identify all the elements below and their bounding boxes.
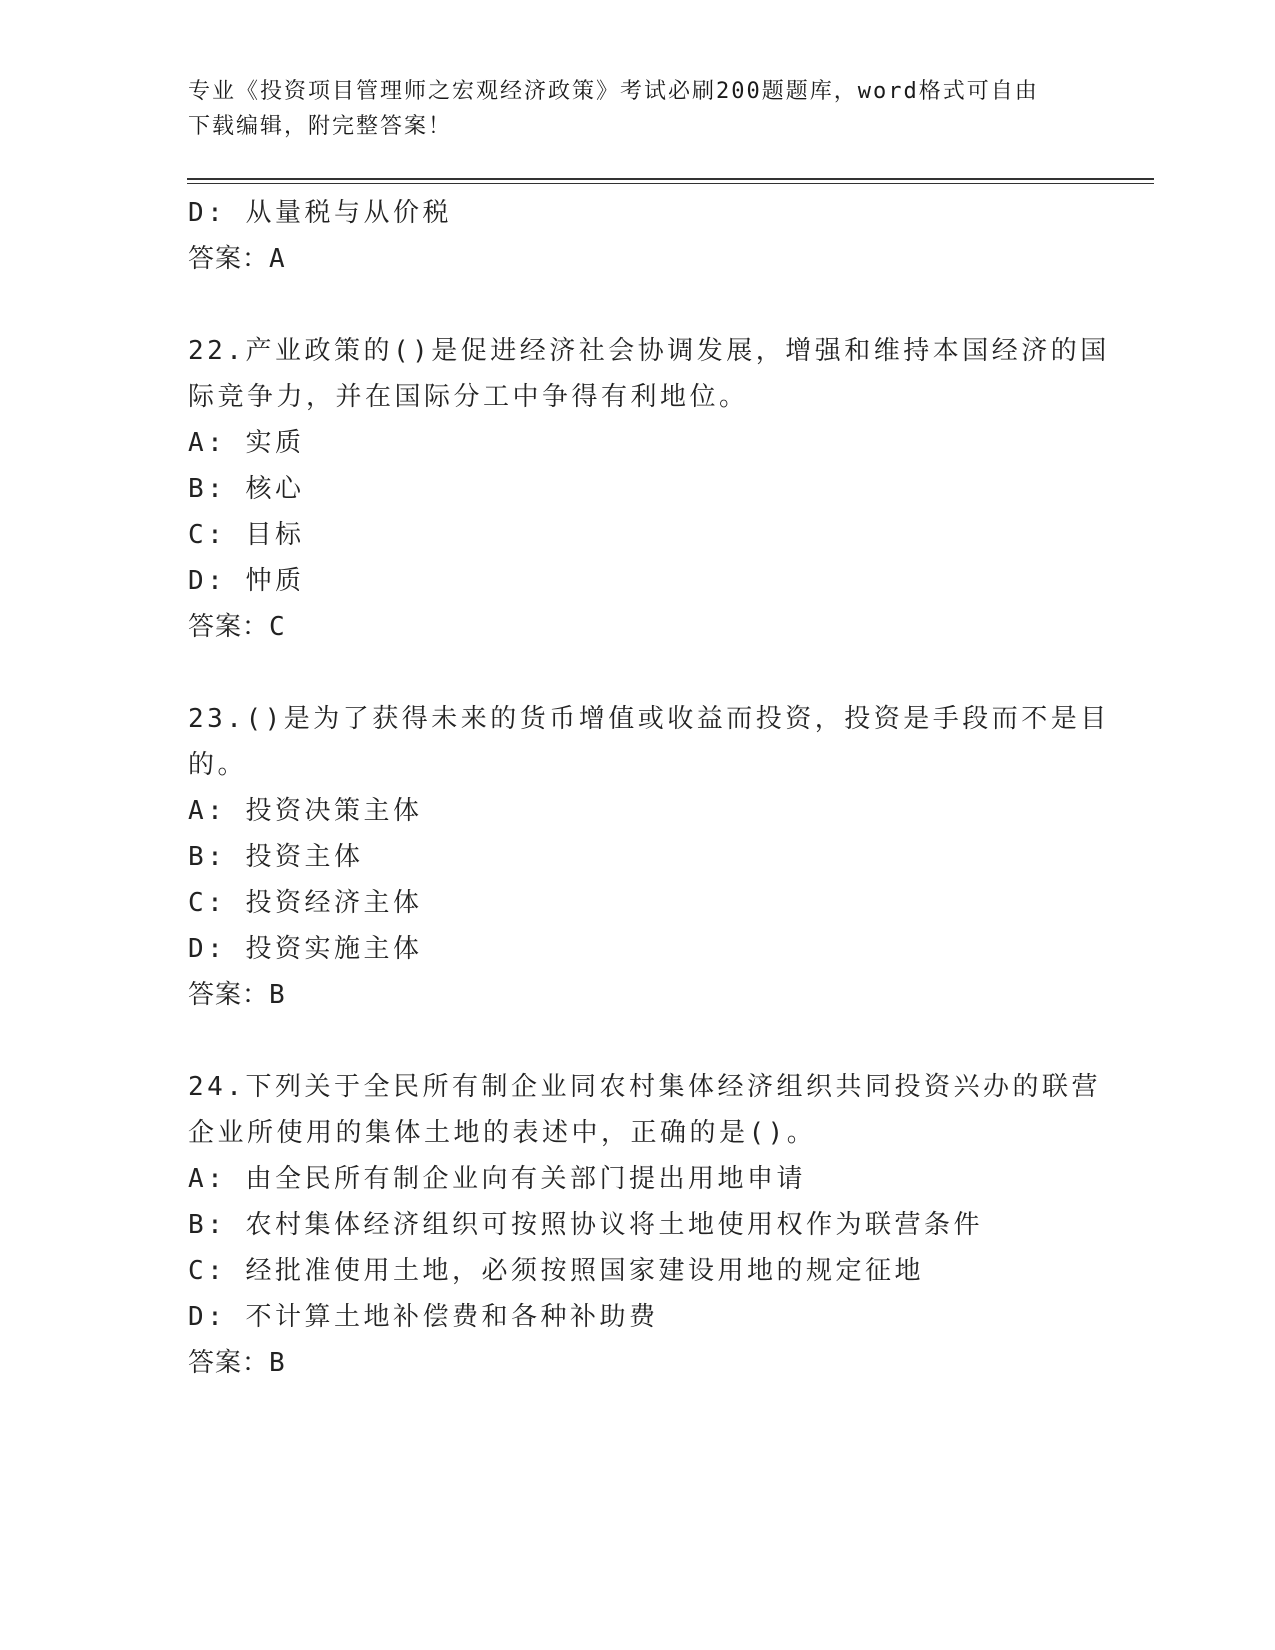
option-d: D: 投资实施主体 — [188, 934, 423, 964]
option-b: B: 投资主体 — [188, 842, 364, 872]
question-stem-line: 22.产业政策的()是促进经济社会协调发展，增强和维持本国经济的国 — [188, 336, 1110, 366]
previous-question-tail — [188, 190, 1088, 282]
option-b: B: 农村集体经济组织可按照协议将土地使用权作为联营条件 — [188, 1210, 983, 1240]
option-a: A: 由全民所有制企业向有关部门提出用地申请 — [188, 1164, 806, 1194]
question-stem-line: 的。 — [188, 750, 248, 780]
option-c: C: 目标 — [188, 520, 305, 550]
header-line-2: 下载编辑，附完整答案！ — [188, 114, 453, 139]
option-b: B: 核心 — [188, 474, 305, 504]
question-23 — [188, 696, 1110, 1018]
question-stem-line: 企业所使用的集体土地的表述中，正确的是()。 — [188, 1118, 817, 1148]
header-divider-thin — [187, 183, 1154, 184]
header-line-1: 专业《投资项目管理师之宏观经济政策》考试必刷200题题库，word格式可自由 — [188, 79, 1039, 104]
option-a: A: 实质 — [188, 428, 305, 458]
question-stem-line: 24.下列关于全民所有制企业同农村集体经济组织共同投资兴办的联营 — [188, 1072, 1101, 1102]
option-c: C: 经批准使用土地，必须按照国家建设用地的规定征地 — [188, 1256, 924, 1286]
answer-line: 答案：B — [188, 980, 286, 1010]
header-divider-thick — [187, 178, 1154, 180]
option-c: C: 投资经济主体 — [188, 888, 423, 918]
option-d: D: 忡质 — [188, 566, 305, 596]
answer-line: 答案：C — [188, 612, 286, 642]
answer-line: 答案：A — [188, 244, 286, 274]
question-stem-line: 23.()是为了获得未来的货币增值或收益而投资，投资是手段而不是目 — [188, 704, 1110, 734]
option-a: A: 投资决策主体 — [188, 796, 423, 826]
option-d: D: 不计算土地补偿费和各种补助费 — [188, 1302, 659, 1332]
question-24 — [188, 1064, 1101, 1386]
document-body — [188, 190, 1110, 1386]
document-header — [188, 74, 1088, 144]
question-22 — [188, 328, 1110, 650]
option-d: D: 从量税与从价税 — [188, 198, 452, 228]
question-stem-line: 际竞争力，并在国际分工中争得有利地位。 — [188, 382, 749, 412]
answer-line: 答案：B — [188, 1348, 286, 1378]
